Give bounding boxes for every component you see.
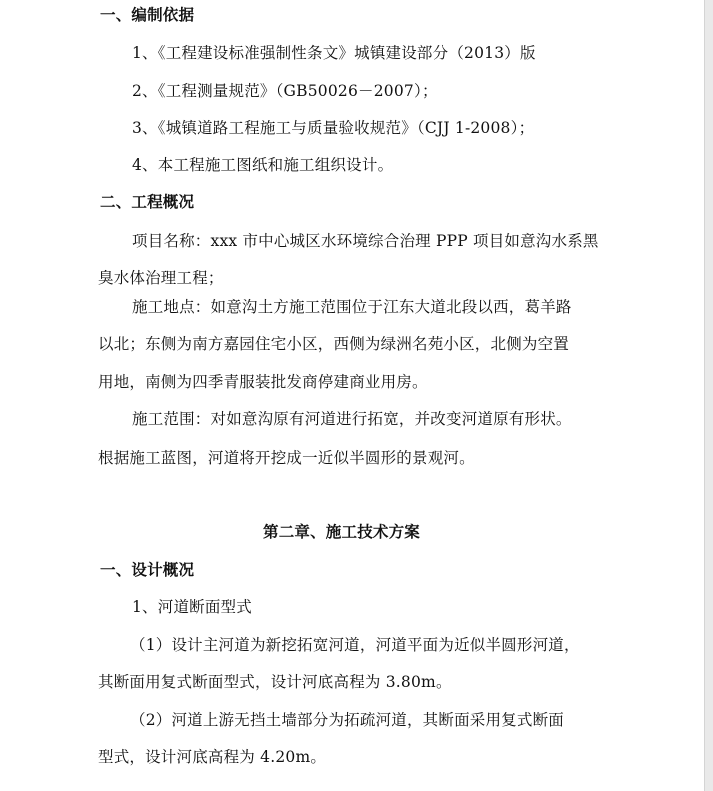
scrollbar-track[interactable] <box>704 0 713 791</box>
design-overview-heading: 一、设计概况 <box>100 560 195 579</box>
site-line-2: 以北；东侧为南方嘉园住宅小区，西侧为绿洲名苑小区，北侧为空置 <box>98 335 570 353</box>
scope-line-1: 施工范围：对如意沟原有河道进行拓宽，并改变河道原有形状。 <box>132 410 572 428</box>
section2-heading: 二、工程概况 <box>100 192 195 211</box>
site-line-1: 施工地点：如意沟土方施工范围位于江东大道北段以西，葛羊路 <box>132 298 572 316</box>
site-line-3: 用地，南侧为四季青服装批发商停建商业用房。 <box>98 373 428 391</box>
section1-heading: 一、编制依据 <box>100 5 195 24</box>
design-para2-line-2: 型式，设计河底高程为 4.20m。 <box>98 748 327 766</box>
section1-item-2: 2、《工程测量规范》（GB50026－2007）； <box>132 82 438 100</box>
chapter2-title: 第二章、施工技术方案 <box>263 522 421 541</box>
section1-item-4: 4、本工程施工图纸和施工组织设计。 <box>132 156 394 174</box>
section1-item-1: 1、《工程建设标准强制性条文》城镇建设部分（2013）版 <box>132 44 536 62</box>
design-para1-line-2: 其断面用复式断面型式，设计河底高程为 3.80m。 <box>98 673 452 691</box>
scope-line-2: 根据施工蓝图，河道将开挖成一近似半圆形的景观河。 <box>98 449 475 467</box>
river-section-subheading: 1、河道断面型式 <box>132 598 252 616</box>
design-para2-line-1: （2）河道上游无挡土墙部分为拓疏河道，其断面采用复式断面 <box>130 711 564 729</box>
section1-item-3: 3、《城镇道路工程施工与质量验收规范》（CJJ 1-2008）； <box>132 119 535 137</box>
project-name-line-2: 臭水体治理工程； <box>98 269 224 287</box>
project-name-line-1: 项目名称：xxx 市中心城区水环境综合治理 PPP 项目如意沟水系黑 <box>132 232 599 250</box>
design-para1-line-1: （1）设计主河道为新挖拓宽河道，河道平面为近似半圆形河道， <box>130 636 580 654</box>
